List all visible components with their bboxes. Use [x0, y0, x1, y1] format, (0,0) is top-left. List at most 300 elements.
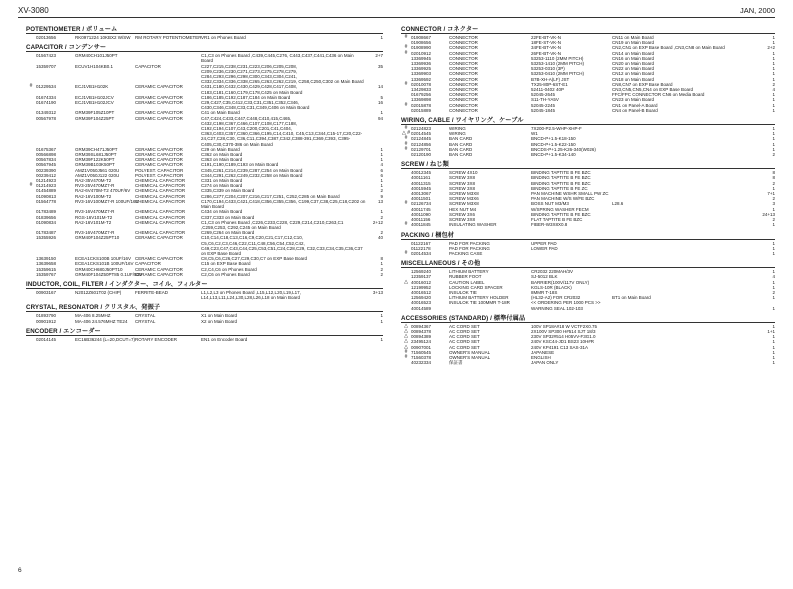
type-cell: 2X100V SP300 H#514 SJT 18/3	[531, 328, 596, 334]
part-number-cell: 01122178	[411, 245, 431, 251]
type-cell: JAPANESE	[531, 349, 555, 355]
section-title: ENCODER / エンコーダー	[26, 327, 383, 336]
type-cell: 34FE-BT-VK-N	[531, 45, 562, 51]
part-row	[401, 360, 775, 365]
part-number-cell: 13429833	[411, 87, 432, 93]
quantity-cell: 2	[380, 214, 383, 220]
part-number-cell: 40016512	[411, 289, 432, 295]
type-cell: UPPER PAD	[531, 240, 557, 246]
part-number-cell: 02015878	[411, 102, 432, 108]
part-number-cell: 02124856	[411, 141, 432, 147]
mark-cell: △	[404, 278, 408, 285]
quantity-cell: 1	[772, 206, 775, 212]
type-cell: FIBER-W3X8X0.8	[531, 222, 568, 228]
quantity-cell: 1	[772, 240, 775, 246]
type-cell: CHEMICAL CAPACITOR	[135, 219, 186, 225]
location-cell: C10,C14,C18,C13,C16,C9,C20,C21,C17,C12,C10, C5,C6,C2,C3,C46,C22,C11,C48,C56,C54,C52,C42, C49,C23,C47,C43,C44,C25,C53,C51,C24,C28,C29, C32,C33,C34,C35,C36,C37 on EXP Base Board	[201, 235, 363, 256]
description-cell: RA2-6V470M-T2 470UF/6V	[75, 188, 131, 194]
description-cell: BAN CARD	[449, 136, 473, 142]
part-number-cell: 01783489	[36, 209, 57, 215]
type-cell: RM ROTARY POTENTIOMETER	[135, 35, 202, 40]
part-number-cell: 00907001	[411, 344, 432, 350]
location-cell: C2,C4,C6 on Phones Board	[201, 266, 257, 272]
quantity-cell: 8	[772, 170, 775, 176]
part-row	[401, 222, 775, 227]
quantity-cell: 4	[772, 87, 775, 93]
location-cell: EN1 on Encoder Board	[201, 336, 248, 342]
location-cell: C362 on Main Board	[201, 152, 243, 158]
location-cell	[612, 360, 761, 365]
type-cell: KGLS-10R (BLACK)	[531, 284, 572, 290]
part-number-cell: 02010912	[411, 50, 432, 56]
description-cell: CONNECTOR	[449, 107, 478, 113]
part-number-cell: 01908656	[411, 40, 432, 46]
part-row	[26, 84, 383, 94]
location-cell: CN14 on Main Board	[612, 50, 655, 56]
part-number-cell: 01349312	[36, 110, 57, 116]
part-number-cell: 40011156	[411, 217, 431, 223]
description-cell: CONNECTOR	[449, 81, 478, 87]
section-title: SCREW / ねじ類	[401, 160, 775, 169]
mark-cell	[26, 116, 36, 147]
description-cell: PACKING CASE	[449, 250, 483, 256]
part-number-cell: 40011745	[411, 206, 431, 212]
quantity-cell: 1	[380, 110, 383, 116]
quantity-cell: 1	[772, 279, 775, 285]
part-number-cell: 01229534	[36, 84, 57, 90]
description-cell: GRM39CH471J50PT	[75, 146, 118, 152]
location-cell: C8,C5,C6,C26,C27,C29,C30,C7 on EXP Base Board	[201, 256, 307, 262]
type-cell: CHEMICAL CAPACITOR	[135, 198, 186, 204]
part-number-cell: 02124845	[411, 136, 432, 142]
type-cell: CERAMIC CAPACITOR	[135, 162, 183, 168]
quantity-cell: 1	[772, 245, 775, 251]
part-number-cell: 01122167	[411, 240, 431, 246]
mark-cell: #	[404, 125, 408, 132]
type-cell: CERAMIC CAPACITOR	[135, 157, 183, 163]
mark-cell: #	[29, 182, 33, 189]
quantity-cell: 1	[380, 178, 383, 184]
description-cell: LOCKING CARD SPACER	[449, 284, 503, 290]
description-cell: SCREW 4X10	[449, 170, 478, 176]
mark-cell	[26, 199, 36, 209]
part-number-cell: 15359767	[36, 271, 57, 277]
part-number-cell: 12569420	[411, 295, 432, 301]
location-cell: CN22 on Main Board	[612, 66, 655, 72]
type-cell: 52045-2245	[531, 102, 556, 108]
part-number-cell: 01454889	[36, 188, 57, 194]
location-cell: CN2,CN1 on EXP Base Board ,CN3,CN8 on Main Board	[612, 45, 725, 51]
quantity-cell: 5	[380, 94, 383, 100]
part-number-cell: 00566898	[36, 152, 57, 158]
part-number-cell: 12569240	[411, 269, 432, 275]
quantity-cell: 1	[772, 339, 775, 345]
mark-cell: #	[404, 145, 408, 152]
quantity-cell: 1	[772, 146, 775, 152]
part-number-cell: 71560378	[411, 354, 432, 360]
description-cell: RK0971224 10KBX2 W/SW	[75, 35, 131, 40]
description-cell: GRM40F104Z50PT85 0.1UF/50V	[75, 271, 143, 277]
quantity-cell: 2	[772, 289, 775, 295]
description-cell: PAD FOR PACKING	[449, 240, 490, 246]
type-cell: CHEMICAL CAPACITOR	[135, 178, 186, 184]
part-number-cell: 13639658	[36, 261, 57, 267]
quantity-cell: 1	[772, 344, 775, 350]
mark-cell	[26, 100, 36, 110]
quantity-cell: 1	[772, 76, 775, 82]
quantity-cell: 35	[377, 63, 383, 69]
location-cell: CN12 on Main Board	[612, 71, 655, 77]
mark-cell: △	[404, 343, 408, 350]
description-cell: ECEA1CKS101B 100UF/16V	[75, 261, 134, 267]
part-number-cell: 02013656	[36, 35, 57, 40]
quantity-cell: 1	[772, 334, 775, 340]
quantity-cell: 6	[380, 172, 383, 178]
part-number-cell: 01090834	[36, 219, 57, 225]
location-cell: C227,C215,C238,C231,C223,C206,C205,C208, C209,C236,C230,C271,C273,C275,C278,C279, C284,C293,C296,C298,C300,C343,C304,C241, C332,C334,C336,C338,C265,C263,C262,C219, C258,C250,C302 on Main Board	[201, 63, 364, 85]
quantity-cell: 1	[772, 136, 775, 142]
description-cell: CONNECTOR	[449, 97, 478, 103]
quantity-cell: 1	[772, 269, 775, 275]
left-parts-column	[26, 22, 383, 344]
part-number-cell: 40011845	[411, 222, 431, 228]
part-row	[26, 100, 383, 110]
part-number-cell: 02129701	[411, 146, 432, 152]
section-title: INDUCTOR, COIL, FILTER / インダクター、コイル、フィルター	[26, 280, 383, 289]
type-cell: ROTARY ENCODER	[135, 336, 178, 342]
quantity-cell: 1	[772, 349, 775, 355]
location-cell	[612, 222, 761, 227]
quantity-cell: 1	[772, 222, 775, 228]
type-cell: CERAMIC CAPACITOR	[135, 94, 183, 100]
quantity-cell: 1	[772, 40, 775, 46]
type-cell: FLAT TAPTITE B FE BZC	[531, 217, 583, 223]
mark-cell: △	[404, 333, 408, 340]
description-cell: RV3-25V470MZ7-R	[75, 183, 115, 189]
part-number-cell: 01214923	[36, 183, 57, 189]
mark-cell: #	[404, 34, 408, 40]
type-cell: BNCDS-P+1.25-K26-340(W026)	[531, 146, 596, 152]
quantity-cell: 2	[772, 196, 775, 202]
quantity-cell: 14	[377, 84, 383, 90]
mark-cell: #	[404, 101, 408, 108]
type-cell: POLYEST. CAPACITOR	[135, 172, 184, 178]
part-number-cell: 01679256	[411, 92, 432, 98]
type-cell: POLYEST. CAPACITOR	[135, 167, 184, 173]
type-cell: CERAMIC CAPACITOR	[135, 110, 183, 116]
type-cell: CHEMICAL CAPACITOR	[135, 209, 186, 215]
description-cell: BAN CARD	[449, 152, 473, 158]
part-number-cell: 12359137	[411, 274, 432, 280]
location-cell: C29 on Main Board	[201, 146, 240, 152]
type-cell: CERAMIC CAPACITOR	[135, 100, 183, 106]
quantity-cell: 1	[772, 323, 775, 329]
description-cell: LITHIUM BATTERY HOLDER	[449, 295, 509, 301]
quantity-cell: 1	[380, 261, 383, 267]
mark-cell: #	[404, 353, 408, 360]
type-cell: LOWER PAD	[531, 245, 558, 251]
location-cell: C47,C424,C433,C447,C448,C410,415,C465, C432,C198,C367,C466,C107,C108,C177,C188, C192,C194,C107,C43,C200,C201,C41,C404, C363,C403,C357,C360,C366,C195,C14,C410, C45,C13,C344,C15-17,C20,C22-24,C27,C28,C30, C36,C11,C394,C387,C342,C388-391,C369,C393, C395-C405,C30,C370-386 on Main Board	[201, 115, 363, 147]
quantity-cell: 1	[380, 35, 383, 40]
description-cell: CONNECTOR	[449, 40, 478, 46]
description-cell: CONNECTOR	[449, 66, 478, 72]
type-cell: BINDING TAPTITE B FE BZC	[531, 180, 591, 186]
description-cell: RV3-16V100MZ7-R 100UF/16V	[75, 198, 139, 204]
part-number-cell: 01908990	[411, 45, 432, 51]
type-cell	[135, 53, 201, 63]
quantity-cell: 1	[772, 55, 775, 61]
quantity-cell: 1	[772, 284, 775, 290]
type-cell: WARNING SEAL 102-103	[531, 305, 583, 311]
location-cell: CN19 on Main Board	[612, 40, 655, 46]
type-cell: BNCD-P+1.5-K18-150	[531, 136, 576, 142]
part-number-cell: 02126734	[411, 201, 432, 207]
quantity-cell: 13	[377, 198, 383, 204]
type-cell: S11-TH-YA5V	[531, 97, 559, 103]
page-number: 6	[18, 567, 22, 574]
part-number-cell: 01783487	[36, 230, 57, 236]
description-cell: AC CORD SET	[449, 339, 480, 345]
location-cell: C344,C291,C262,C249,C232,C258 on Main Board	[201, 172, 303, 178]
quantity-cell: 8	[772, 175, 775, 181]
section-title: CRYSTAL, RESONATOR / クリスタル、発振子	[26, 303, 383, 312]
location-cell: C434 on Main Board	[201, 209, 243, 215]
type-cell: BNCD-P+1.5-K34-140	[531, 152, 576, 158]
location-cell: C431,C180,C432,C430,C429,C428,C417,C408, C183,C181,C160,C179,C178,C425 on Main Board	[201, 84, 303, 95]
part-number-cell: 13369945	[411, 55, 432, 61]
type-cell: FERRITE-BEAD	[135, 289, 169, 295]
part-number-cell: 02014534	[411, 250, 432, 256]
quantity-cell: 1	[772, 97, 775, 103]
right-parts-column	[401, 22, 775, 367]
description-cell: ECEA1CKS100B 10UF/16V	[75, 256, 132, 262]
type-cell: CHEMICAL CAPACITOR	[135, 193, 186, 199]
type-cell: 100V SP18A#18 W VCTF2X0.75	[531, 323, 598, 329]
part-number-cell: 40011315	[411, 180, 431, 186]
description-cell: INSULOK TIE 100MMR T-18R	[449, 300, 510, 306]
type-cell: CERAMIC CAPACITOR	[135, 152, 183, 158]
parts-section	[26, 43, 383, 277]
description-cell: CONNECTOR	[449, 35, 478, 40]
mark-cell	[26, 53, 36, 63]
description-cell: INSULATING WASHER	[449, 222, 497, 228]
part-number-cell: 02120190	[411, 152, 432, 158]
mark-cell	[26, 337, 36, 342]
description-cell: RUBBER FOOT	[449, 274, 482, 280]
type-cell: ENGLISH	[531, 354, 551, 360]
description-cell: WIRING	[449, 131, 466, 137]
quantity-cell: 2	[772, 180, 775, 186]
type-cell: 18FE-ST-VK-N	[531, 40, 562, 46]
location-cell: C41 on Main Board	[201, 110, 240, 116]
type-cell: BINDING TAPTITE B FE BZC	[531, 170, 591, 176]
quantity-cell: 1+1	[767, 328, 775, 334]
part-number-cell: 40016012	[411, 279, 432, 285]
description-cell: AC CORD SET	[449, 344, 480, 350]
part-number-cell: 40016523	[411, 300, 432, 306]
quantity-cell: 1	[772, 131, 775, 137]
part-number-cell: 13369592	[411, 76, 432, 82]
type-cell: CR2032 220MAH/3V	[531, 269, 574, 275]
part-number-cell: 71560545	[411, 349, 432, 355]
type-cell: 53253-1410 (2MM PITCH)	[531, 61, 585, 67]
part-number-cell: 02014545	[411, 131, 432, 137]
part-row	[26, 220, 383, 230]
description-cell: RV3-16V470MZ7-R	[75, 230, 115, 236]
type-cell: 7X200-P2.5-WHP-XHP-F	[531, 126, 582, 132]
mark-cell: △	[404, 322, 408, 329]
model-number: XV-3080	[18, 6, 49, 15]
quantity-cell: 1	[772, 185, 775, 191]
part-number-cell: 00567945	[36, 162, 57, 168]
quantity-cell: 40	[377, 235, 383, 241]
type-cell: CAPACITOR	[135, 261, 161, 267]
location-cell: CN18 on Main Board	[612, 76, 655, 82]
part-number-cell: 00894378	[411, 328, 432, 334]
quantity-cell: 1	[772, 107, 775, 113]
type-cell: BARRIER(100V/117V ONLY)	[531, 279, 590, 285]
quantity-cell: 1	[772, 305, 775, 311]
type-cell: CERAMIC CAPACITOR	[135, 84, 183, 90]
location-cell: C1,C3 on Phones Board ,C226,C233,C228, C229,C214,C210,C263,C1 ,C259,C253, C292,C245 on Main Board	[201, 219, 344, 230]
part-number-cell: 01214923	[36, 178, 57, 184]
quantity-cell: 1	[380, 313, 383, 319]
type-cell: 52045-1845	[531, 107, 556, 113]
part-row	[26, 116, 383, 147]
location-cell: C170,C194,C433,C421,C418,C356,C355,C356, C199,C37,C38,C25,C18,C202 on Main Board	[201, 198, 366, 210]
quantity-cell: 1	[380, 209, 383, 215]
part-number-cell: 13369903	[411, 71, 432, 77]
mark-cell: #	[404, 44, 408, 51]
mark-cell: △	[404, 338, 408, 345]
quantity-cell: 1	[772, 141, 775, 147]
quantity-cell: 3+13	[372, 289, 383, 295]
description-cell: EC16B36244 (L=20,DCUT=7)	[75, 336, 136, 342]
description-cell: SCREW 3X8	[449, 217, 476, 223]
location-cell: C29,C427,C35,C412,C33,C31,C351,C352,C346, C430,C346,C348,C33,C31,C349,C406 on Main Board	[201, 100, 310, 111]
description-cell: CONNECTOR	[449, 50, 478, 56]
quantity-cell: 1	[772, 250, 775, 256]
quantity-cell: 24+13	[762, 211, 775, 217]
type-cell: (HL32-A2) FOR CR2032	[531, 295, 581, 301]
part-number-cell: 02014145	[36, 336, 57, 342]
type-cell: CERAMIC CAPACITOR	[135, 235, 183, 241]
location-cell: L28.6	[612, 201, 624, 207]
quantity-cell: 1	[772, 360, 775, 366]
header-rule	[18, 17, 775, 18]
description-cell: ECJ1VB1H102JCV	[75, 94, 114, 100]
mark-cell	[401, 360, 411, 365]
type-cell: B7B-XH-A(LF) JST	[531, 76, 570, 82]
part-row	[401, 251, 775, 256]
quantity-cell: 1	[772, 66, 775, 72]
description-cell: RA2-16V101M-T2	[75, 219, 112, 225]
part-number-cell: 00567834	[36, 157, 57, 163]
parts-section	[401, 314, 775, 366]
description-cell: GRM40CH680J50PT10	[75, 266, 123, 272]
part-row	[401, 306, 775, 311]
type-cell: W/SPRING WASHER FECM	[531, 206, 589, 212]
type-cell: CHEMICAL CAPACITOR	[135, 183, 186, 189]
description-cell: LITHIUM BATTERY	[449, 269, 489, 275]
type-cell: CERAMIC CAPACITOR	[135, 115, 183, 121]
part-row	[26, 272, 383, 277]
part-number-cell: 01839656	[36, 214, 57, 220]
description-cell: ECJ1VB1H102JCV	[75, 100, 114, 106]
location-cell	[612, 251, 761, 256]
quantity-cell: 94	[377, 115, 383, 121]
mark-cell	[26, 235, 36, 256]
description-cell: N2012Z601T02 (CHIP)	[75, 289, 122, 295]
part-number-cell: 01090813	[36, 193, 57, 199]
location-cell: C191,C190,C189,C193 on Main Board	[201, 162, 279, 168]
part-number-cell: 13369936	[411, 61, 432, 67]
description-cell: BAN CARD	[449, 146, 473, 152]
mark-cell	[26, 319, 36, 324]
type-cell: BINDING TAPTITE B FE ZC	[531, 185, 588, 191]
location-cell: CN8,CN7 on EXP Base Board	[612, 81, 673, 87]
description-cell: RV3-16V470MZ7-R	[75, 209, 115, 215]
location-cell: C363 on Main Board	[201, 157, 243, 163]
mark-cell: #	[404, 80, 408, 87]
part-number-cell: 13369898	[411, 97, 432, 103]
quantity-cell: 1	[380, 318, 383, 324]
type-cell: 230V SP32#514 H05VV-F3G1.0	[531, 334, 596, 340]
description-cell: CONNECTOR	[449, 55, 478, 61]
description-cell: CONNECTOR	[449, 71, 478, 77]
quantity-cell: 2+2	[767, 45, 775, 51]
type-cell: CERAMIC CAPACITOR	[135, 146, 183, 152]
part-row	[401, 152, 775, 157]
quantity-cell: 2+7	[375, 53, 383, 59]
part-number-cell: 40011090	[411, 211, 431, 217]
part-number-cell: 01674190	[36, 100, 57, 106]
quantity-cell: 2	[380, 188, 383, 194]
description-cell: CONNECTOR	[449, 87, 478, 93]
section-title: CAPACITOR / コンデンサー	[26, 43, 383, 52]
mark-cell: #	[404, 221, 408, 228]
part-number-cell: 00901912	[36, 318, 57, 324]
part-number-cell: 40013067	[411, 191, 432, 197]
description-cell: WIRING	[449, 126, 466, 132]
quantity-cell: 1	[380, 336, 383, 342]
quantity-cell: 1	[380, 157, 383, 163]
quantity-cell: 7+1	[767, 191, 775, 197]
type-cell: CERAMIC CAPACITOR	[135, 256, 183, 262]
part-row	[26, 199, 383, 209]
description-cell: CONNECTOR	[449, 76, 478, 82]
description-cell: GRM39SL681J50PT	[75, 152, 117, 158]
location-cell: FFC/FPC CONNECTOR CN6 on Media Board	[612, 92, 705, 98]
mark-cell: #	[404, 140, 408, 147]
description-cell: INSULOK TIE	[449, 289, 477, 295]
document-date: JAN, 2000	[739, 6, 775, 15]
quantity-cell: 1	[380, 146, 383, 152]
description-cell: GRM39F105Z10PT	[75, 110, 115, 116]
mark-cell	[401, 108, 411, 113]
mark-cell: #	[404, 49, 408, 56]
description-cell: GRM40F104Z25PT10	[75, 235, 120, 241]
quantity-cell: 1	[772, 71, 775, 77]
location-cell: C1,C3 on Phones Board ,C439,C445,C276, C443,C437,C441,C436 on Main Board	[201, 53, 354, 64]
part-number-cell: 13369925	[411, 66, 432, 72]
type-cell: 240V KP4191 C13 SAS-31A	[531, 344, 589, 350]
location-cell: C345,C261,C214,C239,C287,C254 on Main Board	[201, 167, 303, 173]
description-cell: SCREW 3X6	[449, 211, 476, 217]
part-row	[26, 53, 383, 63]
part-number-cell: 00239390	[36, 167, 57, 173]
parts-section	[401, 231, 775, 257]
